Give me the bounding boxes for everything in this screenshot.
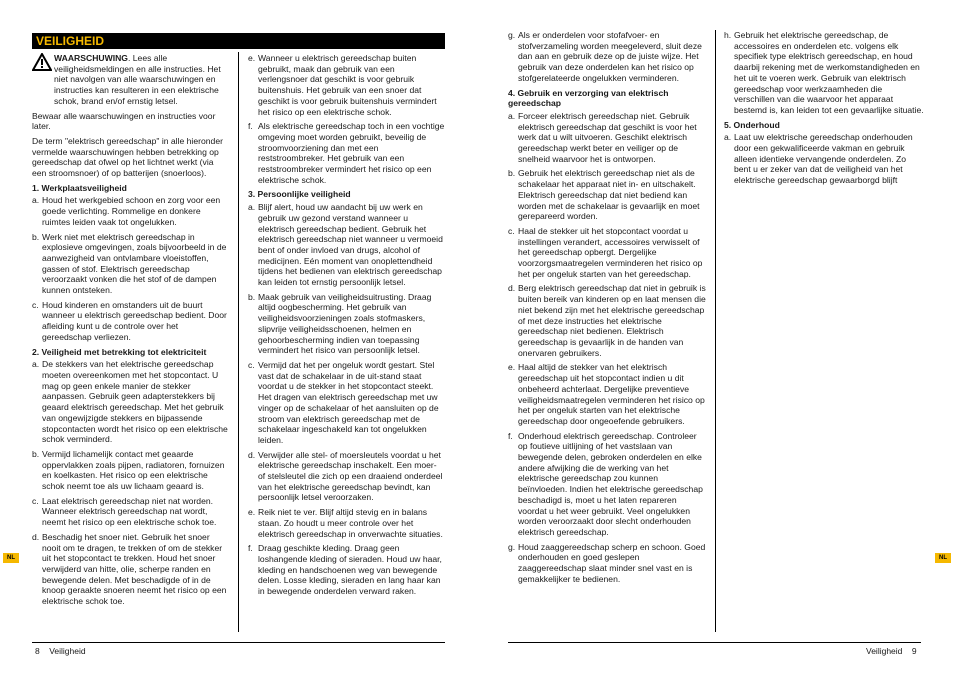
list-item	[248, 543, 446, 597]
list-item-letter: b.	[508, 168, 516, 179]
list-item	[32, 232, 230, 296]
list-item-letter: b.	[248, 291, 256, 302]
list-item	[32, 359, 230, 445]
list-item-letter: e.	[248, 507, 256, 518]
footer-label-right: Veiligheid	[866, 646, 903, 656]
list-item-letter: a.	[724, 132, 732, 143]
list-item-text: Berg elektrisch gereedschap dat niet in gebruik is buiten bereik van kinderen op en laat mensen die niet bekend zijn met het elektrische gereedschap of met deze instructies het elektrische gereedschap niet bedienen. Elektrisch gereedschap is gevaarlijk in de handen van onervaren gebruikers.	[518, 283, 706, 358]
language-tab-left: NL	[3, 553, 19, 563]
list-item-letter: c.	[32, 299, 39, 310]
section-2-items-a	[32, 359, 230, 606]
section-title-5: 5. Onderhoud	[724, 119, 780, 130]
list-item	[508, 111, 706, 165]
list-item-letter: b.	[32, 448, 40, 459]
list-item-letter: f.	[508, 430, 513, 441]
list-item-text: Houd het werkgebied schoon en zorg voor een goede verlichting. Rommelige en donkere ruimtes leiden vaak tot ongelukken.	[42, 195, 221, 227]
footer-left	[35, 646, 86, 656]
warning-triangle-icon	[32, 53, 54, 107]
list-item-text: Laat elektrisch gereedschap niet nat worden. Wanneer elektrisch gereedschap nat wordt, neemt het risico op een elektrische schok toe.	[42, 495, 217, 528]
footer-label-left: Veiligheid	[49, 646, 86, 656]
footer-right	[866, 646, 917, 656]
list-item	[248, 450, 446, 504]
list-item	[508, 542, 706, 585]
list-item	[32, 449, 230, 492]
section-title-4: 4. Gebruik en verzorging van elektrisch gereedschap	[508, 87, 669, 109]
section-2-items-b	[248, 53, 446, 185]
list-item-letter: e.	[248, 53, 256, 63]
list-item-text: Houd zaaggereedschap scherp en schoon. Goed onderhouden en goed geslepen zaaggereedschap slaat minder snel vast en is gemakkelijker te bedienen.	[518, 541, 706, 584]
section-4-items-a	[508, 111, 706, 585]
list-item	[248, 507, 446, 539]
column-divider-left	[238, 52, 239, 632]
section-title-3: 3. Persoonlijke veiligheid	[248, 189, 351, 200]
section-5-items	[724, 132, 924, 186]
list-item-letter: f.	[248, 121, 253, 132]
list-item-letter: a.	[508, 110, 516, 121]
list-item-letter: d.	[32, 531, 40, 542]
list-item	[508, 362, 706, 426]
column-3	[508, 30, 706, 588]
list-item-text: Laat uw elektrische gereedschap onderhouden door een gekwalificeerde vakman en gebruik alleen identieke vervangende onderdelen. Zo bent u er zeker van dat de veiligheid van het elektrische gereedschap gewaarborgd blijft	[734, 132, 913, 186]
column-divider-right	[715, 30, 716, 632]
warning-text: . Lees alle veiligheidsmeldingen en alle instructies. Het niet navolgen van alle waarschuwingen en instructies kan resulteren in een elektrische schok, brand en/of ernstig letsel.	[54, 53, 221, 106]
language-tab-right: NL	[935, 553, 951, 563]
keep-instructions: Bewaar alle waarschuwingen en instructies voor later.	[32, 110, 216, 132]
list-item	[248, 292, 446, 356]
page-number-right: 9	[911, 646, 917, 656]
warning-block	[32, 53, 230, 107]
list-item-text: Wanneer u elektrisch gereedschap buiten gebruikt, maak dan gebruik van een verlengsnoer dat geschikt is voor gebruik buitenshuis. Het gebruik van een snoer dat geschikt is voor gebruik buitenshuis vermindert het risico op een elektrische schok.	[258, 53, 437, 117]
list-item-letter: a.	[32, 195, 40, 206]
column-2	[248, 53, 446, 601]
section-3-items-b	[508, 30, 706, 84]
section-header-bar	[32, 33, 445, 49]
list-item-letter: c.	[32, 495, 39, 506]
warning-label: WAARSCHUWING	[54, 53, 128, 63]
list-item-letter: d.	[248, 449, 256, 460]
list-item	[724, 30, 924, 116]
definition-paragraph: De term "elektrisch gereedschap" in alle hieronder vermelde waarschuwingen hebben betrekking op gereedschap dat ofwel op het lichtnet werkt (via een stroomsnoer) of op batterijen (snoerloos).	[32, 135, 223, 179]
list-item-letter: d.	[508, 283, 516, 294]
list-item	[248, 53, 446, 117]
section-4-items-b	[724, 30, 924, 116]
list-item-letter: c.	[508, 225, 515, 236]
list-item	[508, 168, 706, 222]
list-item	[32, 300, 230, 343]
footer-rule-right	[508, 642, 921, 643]
list-item-text: Houd kinderen en omstanders uit de buurt wanneer u elektrisch gereedschap bedient. Door afleiding kunt u de controle over het gereedschap verliezen.	[42, 299, 227, 342]
list-item-letter: b.	[32, 231, 40, 242]
section-3-items-a	[248, 202, 446, 597]
column-1	[32, 53, 230, 611]
list-item	[32, 496, 230, 528]
list-item-text: Maak gebruik van veiligheidsuitrusting. Draag altijd oogbescherming. Het gebruik van veiligheidsvoorzieningen zoals stofmaskers, slipvrije veiligheidsschoenen, helmen en gehoorbescherming indien van toepassing vermindert het risico van persoonlijk letsel.	[258, 291, 432, 356]
list-item-text: Als er onderdelen voor stofafvoer- en stofverzameling worden meegeleverd, sluit deze dan aan en gebruik deze op de juiste wijze. Het gebruik van deze onderdelen kan het risico op stofgerelateerde ongelukken verminderen.	[518, 30, 702, 83]
list-item-text: Forceer elektrisch gereedschap niet. Gebruik elektrisch gereedschap dat geschikt is voor het werk dat u wilt uitvoeren. Geschikt elektrisch gereedschap werkt beter en veiliger op de snelheid waarvoor het is ontworpen.	[518, 110, 697, 164]
list-item-text: Beschadig het snoer niet. Gebruik het snoer nooit om te dragen, te trekken of om de stekker uit het stopcontact te trekken. Houd het snoer verwijderd van hitte, olie, scherpe randen en bewegende delen. Met beschadigde of in de knoop geraakte snoeren neemt het risico op een elektrische schok toe.	[42, 531, 227, 607]
footer-rule-left	[32, 642, 445, 643]
list-item-letter: c.	[248, 359, 255, 370]
list-item-text: Reik niet te ver. Blijf altijd stevig en in balans staan. Zo houdt u meer controle over het elektrisch gereedschap in onverwachte situaties.	[258, 507, 443, 539]
list-item-letter: g.	[508, 541, 516, 552]
list-item	[248, 360, 446, 446]
list-item-letter: h.	[724, 30, 732, 40]
list-item-text: Vermijd dat het per ongeluk wordt gestart. Stel vast dat de schakelaar in de uit-stand staat voordat u de stekker in het stopcontact steekt. Het dragen van elektrisch gereedschap met uw vinger op de schakelaar of het aansluiten op de stroom van elektrisch gereedschap met de schakelaar ingeschakeld kan tot ongelukken leiden.	[258, 359, 439, 445]
list-item-text: Onderhoud elektrisch gereedschap. Controleer op foutieve uitlijning of het vastslaan van bewegende delen, gebroken onderdelen en elke andere afwijking die de werking van het elektrische gereedschap zou kunnen beïnvloeden. Indien het elektrische gereedschap beschadigd is, moet u het laten repareren voordat u het weer gebruikt. Veel ongelukken worden veroorzaakt door slecht onderhouden elektrisch gereedschap.	[518, 430, 703, 537]
list-item	[248, 121, 446, 185]
list-item-text: Draag geschikte kleding. Draag geen loshangende kleding of sieraden. Houd uw haar, kleding en handschoenen weg van bewegende delen. Losse kleding, sieraden en lang haar kan in bewegende onderdelen verward raken.	[258, 543, 442, 597]
list-item	[32, 195, 230, 227]
page-number-left: 8	[35, 646, 40, 656]
list-item-text: Als elektrische gereedschap toch in een vochtige omgeving moet worden gebruikt, beveilig de stroomvoorziening dan met een reststroombreker. Het gebruik van een reststroombreker vermindert het risico op een elektrische schok.	[258, 121, 445, 185]
list-item	[248, 202, 446, 288]
column-4	[724, 30, 924, 190]
list-item-text: Werk niet met elektrisch gereedschap in explosieve omgevingen, zoals bijvoorbeeld in de aanwezigheid van ontvlambare vloeistoffen, gassen of stof. Elektrisch gereedschap veroorzaakt vonken die het stof of de dampen kunnen ontsteken.	[42, 231, 227, 296]
list-item	[508, 226, 706, 280]
list-item-letter: e.	[508, 362, 516, 373]
section-title: VEILIGHEID	[36, 34, 105, 48]
list-item	[32, 532, 230, 607]
list-item-text: De stekkers van het elektrische gereedschap moeten overeenkomen met het stopcontact. U mag op geen enkele manier de stekker aanpassen. Gebruik geen adapterstekkers bij geaard elektrisch gereedschap. Met het gebruik van ongewijzigde stekkers en bijpassende stopcontacten wordt het risico op een elektrische schok verminderd.	[42, 359, 228, 445]
list-item-text: Verwijder alle stel- of moersleutels voordat u het elektrische gereedschap inschakelt. Een moer- of stelsleutel die zich op een draaiend onderdeel van het elektrische gereedschap bevindt, kan persoonlijk letsel veroorzaken.	[258, 449, 443, 503]
section-title-1: 1. Werkplaatsveiligheid	[32, 182, 127, 193]
list-item-letter: a.	[32, 359, 40, 370]
list-item	[508, 431, 706, 538]
list-item	[724, 132, 924, 186]
list-item-text: Haal de stekker uit het stopcontact voordat u instellingen verandert, accessoires verwisselt of het gereedschap opbergt. Dergelijke voorzorgsmaatregelen verminderen het risico op het per ongeluk starten van het gereedschap.	[518, 225, 703, 279]
list-item-text: Gebruik het elektrisch gereedschap niet als de schakelaar het apparaat niet in- en uitschakelt. Elektrisch gereedschap dat niet bediend kan worden met de schakelaar is gevaarlijk en moet gerepareerd worden.	[518, 168, 700, 222]
list-item-letter: f.	[248, 543, 253, 554]
list-item-text: Haal altijd de stekker van het elektrisch gereedschap uit het stopcontact indien u dit onbeheerd achterlaat. Dergelijke preventieve veiligheidsmaatregelen verminderen het risico op het per ongeluk starten van het elektrische gereedschap door ongeoefende gebruikers.	[518, 362, 705, 426]
list-item-letter: a.	[248, 202, 256, 213]
list-item-text: Vermijd lichamelijk contact met geaarde oppervlakken zoals pijpen, radiatoren, fornuizen en koelkasten. Het risico op een elektrische schok neemt toe als uw lichaam geaard is.	[42, 448, 225, 492]
section-1-items	[32, 195, 230, 342]
list-item-text: Gebruik het elektrische gereedschap, de accessoires en onderdelen etc. volgens elk specifiek type elektrisch gereedschap, en houd daarbij rekening met de werkomstandigheden en het uit te voeren werk. Gebruik van elektrisch gereedschap voor werkzaamheden die verschillen van die waarvoor het apparaat bestemd is, kan leiden tot een gevaarlijke situatie.	[734, 30, 924, 115]
list-item-letter: g.	[508, 30, 516, 40]
list-item-text: Blijf alert, houd uw aandacht bij uw werk en gebruik uw gezond verstand wanneer u elektrisch gereedschap bedient. Gebruik het elektrisch gereedschap niet wanneer u vermoeid bent of onder invloed van drugs, alcohol of medicijnen. Eén moment van onoplettendheid tijdens het bedienen van elektrisch gereedschap kan leiden tot ernstig persoonlijk letsel.	[258, 202, 443, 288]
list-item	[508, 30, 706, 84]
section-title-2: 2. Veiligheid met betrekking tot elektriciteit	[32, 346, 207, 357]
list-item	[508, 283, 706, 358]
